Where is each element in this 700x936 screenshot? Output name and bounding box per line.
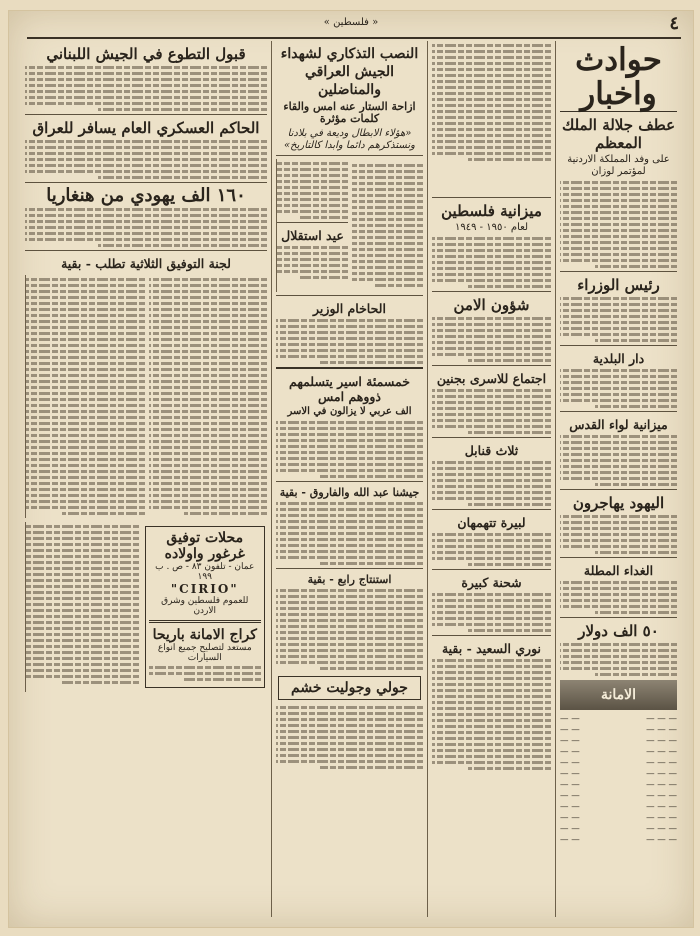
data-table: — — — — — — — — — — — — — — — — — — — — — — — — — — — — — — — — — — — — — — — — — — — — — — — — — — — — — — — — — — — — bbox=[560, 714, 677, 845]
article-body bbox=[432, 317, 551, 362]
ad-title: جولي وجوليت خشم bbox=[291, 680, 408, 696]
column-4 bbox=[21, 41, 271, 917]
headline-bireh: لبيرة تتهمهان bbox=[457, 515, 526, 530]
headline-security-affairs: شؤون الامن bbox=[453, 296, 530, 314]
quote-memorial: «هؤلاء الابطال وديعة في بلادنا ونستذكرهم دائما وابدا كالتاريخ» bbox=[284, 128, 415, 151]
article-body bbox=[560, 297, 677, 342]
article-body bbox=[560, 369, 677, 408]
headline-municipality: دار البلدية bbox=[592, 351, 645, 366]
article-body bbox=[25, 522, 139, 692]
article-body bbox=[276, 421, 423, 478]
headline-conciliation-committee: لجنة التوفيق الثلاثية تطلب - بقية bbox=[61, 256, 231, 271]
article-body bbox=[25, 140, 267, 179]
article-body bbox=[432, 389, 551, 434]
column-2 bbox=[427, 41, 555, 917]
article-body bbox=[276, 502, 423, 565]
ad-garage-title: كراج الامانة باريحا bbox=[152, 627, 257, 643]
article-body bbox=[432, 593, 551, 632]
subheadline-memorial: ازاحة الستار عنه امس والقاء كلمات مؤثرة bbox=[283, 100, 416, 125]
headline-hungary-jews: ١٦٠ الف يهودي من هنغاريا bbox=[46, 185, 246, 206]
headline-memorial: النصب التذكاري لشهداء الجيش العراقي والمناضلين bbox=[280, 46, 419, 98]
advertisement bbox=[278, 676, 421, 700]
article-body bbox=[277, 162, 348, 219]
page-number: ٤ bbox=[669, 13, 679, 34]
article-body bbox=[352, 161, 423, 290]
ad-garage-sub: مستعد لتصليح جميع انواع السيارات bbox=[157, 643, 252, 663]
article-body bbox=[149, 275, 268, 518]
headline-prisoners-returned: خمسمئة اسير يتسلمهم ذووهم امس bbox=[289, 374, 410, 404]
article-body bbox=[560, 643, 677, 676]
ad-contact: عمان - تلفون ٨٣ - ص . ب ١٩٩ bbox=[155, 562, 255, 582]
subheadline-budget-year: لعام ١٩٥٠ - ١٩٤٩ bbox=[454, 222, 528, 233]
article-body bbox=[25, 208, 267, 247]
headline-independence-day: عيد استقلال bbox=[281, 228, 344, 243]
headline-army-abdullah: جيشنا عبد الله والفاروق - بقية bbox=[279, 486, 420, 499]
article-body bbox=[560, 435, 677, 486]
column-3 bbox=[271, 41, 427, 917]
article-body bbox=[25, 66, 267, 111]
headline-king: عطف جلالة الملك المعظم bbox=[561, 116, 676, 152]
headline-rabbi-minister: الحاخام الوزير bbox=[313, 301, 386, 316]
advertisement-gharghour bbox=[145, 526, 266, 688]
paper-name: « فلسطين » bbox=[323, 17, 379, 28]
headline-lebanese-army: قبول التطوع في الجيش اللبناني bbox=[46, 45, 246, 63]
headline-jews-emigrate: اليهود يهاجرون bbox=[572, 494, 665, 512]
ad-title: محلات توفيق غرغور واولاده bbox=[164, 530, 245, 562]
article-body bbox=[560, 515, 677, 554]
subheadline-king: على وفد المملكة الاردنية لمؤتمر لوزان bbox=[567, 154, 670, 177]
headline-fourth-conclusion: استنتاج رابع - بقية bbox=[307, 573, 392, 586]
top-rule bbox=[27, 37, 681, 39]
article-body bbox=[560, 581, 677, 614]
article-body bbox=[276, 589, 423, 670]
section-banner-image: الامانة bbox=[560, 680, 677, 710]
article-body bbox=[276, 319, 423, 364]
subheadline-prisoners: الف عربي لا يزالون في الاسر bbox=[287, 406, 412, 417]
ad-body bbox=[149, 666, 262, 681]
headline-palestine-budget: ميزانية فلسطين bbox=[441, 202, 542, 220]
headline-large-shipment: شحنة كبيرة bbox=[461, 575, 522, 590]
headline-lunch: الغداء المطلة bbox=[583, 563, 654, 578]
article-body bbox=[560, 181, 677, 268]
headline-50k-dollars: ٥٠ الف دولار bbox=[578, 622, 659, 640]
masthead bbox=[9, 13, 693, 35]
headline-three-bombs: ثلاث قنابل bbox=[464, 443, 519, 458]
banner-title: حوادث واخبار bbox=[560, 43, 677, 112]
article-body bbox=[25, 275, 145, 518]
newspaper-page bbox=[8, 10, 694, 928]
article-body bbox=[277, 246, 348, 279]
headline-military-governor: الحاكم العسكري العام يسافر للعراق bbox=[32, 119, 260, 137]
article-body bbox=[432, 461, 551, 506]
column-1 bbox=[555, 41, 681, 917]
article-body bbox=[432, 44, 551, 194]
headline-nuri-said: نوري السعيد - بقية bbox=[441, 641, 542, 656]
article-body bbox=[432, 659, 551, 770]
ad-brand: "CIRIO" bbox=[170, 582, 239, 596]
ad-text: للعموم فلسطين وشرق الاردن bbox=[161, 596, 249, 616]
headline-prime-minister: رئيس الوزراء bbox=[577, 276, 660, 294]
headline-prisoners-jenin: اجتماع للاسرى بجنين bbox=[436, 371, 547, 386]
article-body bbox=[432, 237, 551, 288]
article-body bbox=[432, 533, 551, 566]
headline-jerusalem-budget: ميزانية لواء القدس bbox=[569, 417, 668, 432]
article-body bbox=[276, 706, 423, 769]
